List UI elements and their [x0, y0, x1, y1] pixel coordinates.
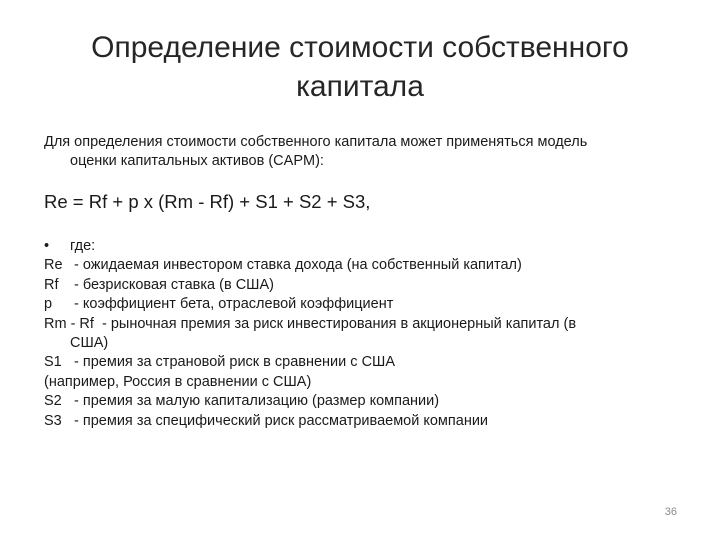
intro-paragraph	[44, 133, 684, 171]
definition-text: (например, Россия в сравнении с США)	[44, 373, 312, 390]
intro-line-1: Для определения стоимости собственного капитала может применяться модель	[44, 134, 588, 150]
definition-text: - премия за малую капитализацию (размер компании)	[74, 393, 440, 410]
slide-title	[40, 28, 680, 106]
definition-beta	[44, 295, 684, 314]
definition-text: - премия за специфический риск рассматриваемой компании	[74, 412, 489, 429]
definition-s3	[44, 412, 684, 431]
definition-s2	[44, 392, 684, 411]
intro-line-2: оценки капитальных активов (CAPM):	[70, 153, 324, 169]
definition-market-premium	[44, 315, 684, 354]
definition-text: - безрисковая ставка (в США)	[74, 276, 274, 293]
definition-re	[44, 256, 684, 275]
definition-s1-example	[44, 373, 684, 392]
where-row	[44, 237, 684, 256]
term: р	[44, 296, 53, 313]
term: S2	[44, 393, 62, 410]
definition-continuation: США)	[70, 335, 109, 352]
definitions-list	[44, 237, 684, 431]
definition-text: - премия за страновой риск в сравнении с США	[74, 354, 395, 371]
term: Rf	[44, 276, 59, 293]
definition-rf	[44, 276, 684, 295]
term: S3	[44, 412, 62, 429]
definition-text: - ожидаемая инвестором ставка дохода (на собственный капитал)	[74, 257, 522, 274]
term: Rm - Rf	[44, 315, 94, 332]
definition-text: - рыночная премия за риск инвестирования в акционерный капитал (в	[93, 315, 577, 332]
bullet-icon: •	[44, 238, 50, 254]
definition-s1	[44, 353, 684, 372]
capm-formula: Re = Rf + р x (Rm - Rf) + S1 + S2 + S3,	[44, 191, 371, 212]
definition-text: - коэффициент бета, отраслевой коэффициент	[74, 296, 394, 313]
title-line-1: Определение стоимости собственного	[91, 31, 629, 64]
page-number: 36	[664, 506, 677, 518]
term: Re	[44, 257, 63, 274]
title-line-2: капитала	[296, 70, 424, 103]
where-label: где:	[70, 238, 96, 254]
term: S1	[44, 354, 62, 371]
